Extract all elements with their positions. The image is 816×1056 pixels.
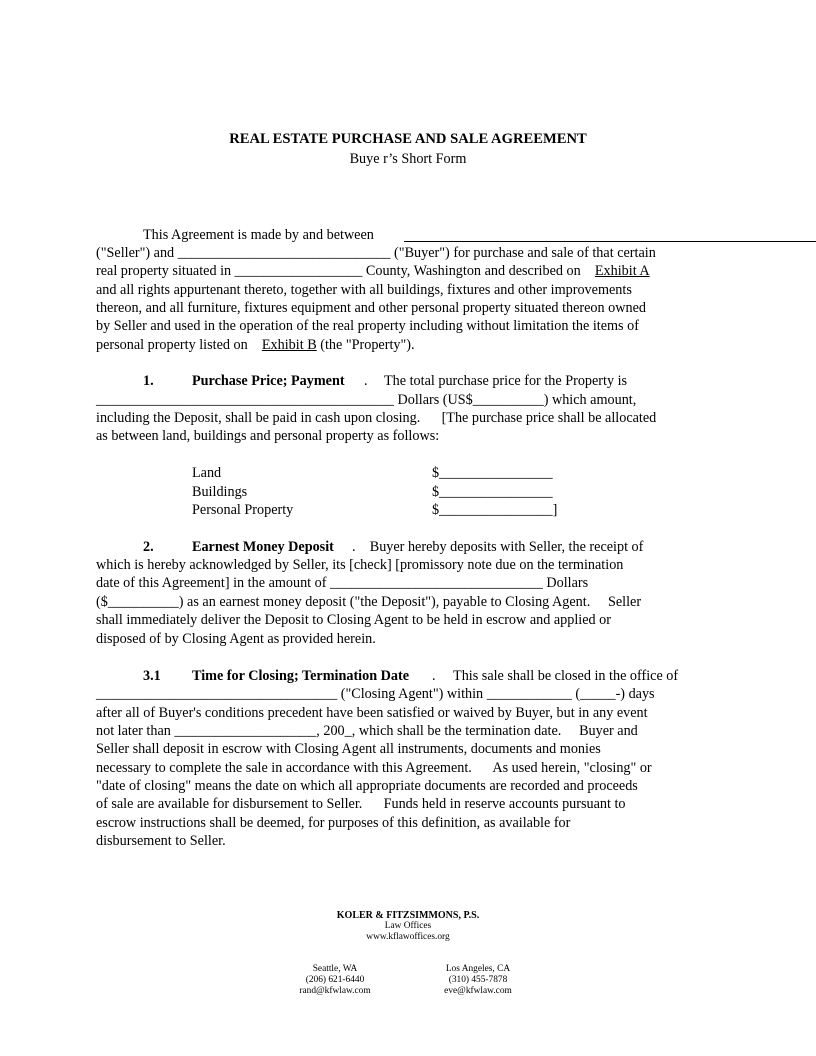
intro-line-7-text: personal property listed on xyxy=(96,337,248,353)
letterhead-footer xyxy=(0,910,816,943)
section-2-line-6: disposed of by Closing Agent as provided herein. xyxy=(96,631,376,647)
section-2-line-3: date of this Agreement] in the amount of ______________________________ Dollars xyxy=(96,575,589,591)
document-subtitle: Buye r’s Short Form xyxy=(349,151,467,167)
seller-name-blank xyxy=(404,241,816,242)
intro-line-1: This Agreement is made by and between xyxy=(143,227,374,243)
section-2-line-4: ($__________) as an earnest money deposit ("the Deposit"), payable to Closing Agent. Seller xyxy=(96,594,642,610)
section-3-line-8: of sale are available for disbursement to Seller. Funds held in reserve accounts pursuant to xyxy=(96,796,626,812)
allocation-value-buildings: $________________ xyxy=(432,484,553,500)
section-1-heading: Purchase Price; Payment xyxy=(192,373,345,389)
section-2-line-1: . Buyer hereby deposits with Seller, the receipt of xyxy=(352,539,644,555)
office-city: Los Angeles, CA xyxy=(445,964,511,974)
section-1-line-3: including the Deposit, shall be paid in cash upon closing. [The purchase price shall be allocated xyxy=(96,410,657,426)
section-3-line-6: necessary to complete the sale in accordance with this Agreement. As used herein, "closing" or xyxy=(96,760,652,776)
section-2-number: 2. xyxy=(143,539,154,555)
section-2-line-5: shall immediately deliver the Deposit to Closing Agent to be held in escrow and applied or xyxy=(96,612,611,628)
intro-line-6: by Seller and used in the operation of the real property including without limitation the items of xyxy=(96,318,639,334)
section-1-heading-period: . xyxy=(364,373,368,389)
office-los-angeles xyxy=(393,964,563,997)
office-city: Seattle, WA xyxy=(312,964,358,974)
office-phone: (206) 621-6440 xyxy=(305,975,365,985)
intro-line-2: ("Seller") and ______________________________ ("Buyer") for purchase and sale of that certain xyxy=(96,245,656,261)
section-3-heading: Time for Closing; Termination Date xyxy=(192,668,410,684)
section-3-number: 3.1 xyxy=(143,668,161,684)
section-3-line-4: not later than ____________________, 200_, which shall be the termination date. Buyer and xyxy=(96,723,638,739)
section-1-number: 1. xyxy=(143,373,154,389)
section-2-line-2: which is hereby acknowledged by Seller, its [check] [promissory note due on the termination xyxy=(96,557,624,573)
intro-line-7 xyxy=(96,336,415,354)
allocation-value-land: $________________ xyxy=(432,465,553,481)
firm-subtitle: Law Offices xyxy=(384,921,432,931)
intro-line-3 xyxy=(96,262,650,280)
intro-line-4: and all rights appurtenant thereto, together with all buildings, fixtures and other improvements xyxy=(96,282,632,298)
section-1-line-4: as between land, buildings and personal property as follows: xyxy=(96,428,440,444)
section-1-line-2: __________________________________________ Dollars (US$__________) which amount, xyxy=(96,392,637,408)
allocation-value-personal-property: $________________] xyxy=(432,502,558,518)
office-email[interactable]: rand@kfwlaw.com xyxy=(299,986,371,996)
exhibit-a-link[interactable]: Exhibit A xyxy=(594,263,650,279)
office-email[interactable]: eve@kfwlaw.com xyxy=(444,986,512,996)
document-title: REAL ESTATE PURCHASE AND SALE AGREEMENT xyxy=(229,131,587,147)
exhibit-b-link[interactable]: Exhibit B xyxy=(261,337,317,353)
intro-line-5: thereon, and all furniture, fixtures equipment and other personal property situated thereon owned xyxy=(96,300,646,316)
section-2-heading: Earnest Money Deposit xyxy=(192,539,334,555)
allocation-label-personal-property: Personal Property xyxy=(192,502,294,518)
section-3-line-10: disbursement to Seller. xyxy=(96,833,226,849)
intro-line-7-tail: (the "Property"). xyxy=(320,337,415,353)
section-3-line-3: after all of Buyer's conditions precedent have been satisfied or waived by Buyer, but in any event xyxy=(96,705,648,721)
section-1-line-1: The total purchase price for the Property is xyxy=(384,373,628,389)
intro-line-3-text: real property situated in __________________ County, Washington and described on xyxy=(96,263,581,279)
firm-name: KOLER & FITZSIMMONS, P.S. xyxy=(336,910,480,921)
section-3-line-2: __________________________________ ("Closing Agent") within ____________ (_____-) days xyxy=(96,686,655,702)
section-3-line-1: . This sale shall be closed in the office of xyxy=(432,668,679,684)
allocation-label-buildings: Buildings xyxy=(192,484,248,500)
office-phone: (310) 455-7878 xyxy=(448,975,508,985)
allocation-label-land: Land xyxy=(192,465,222,481)
firm-website[interactable]: www.kflawoffices.org xyxy=(366,932,450,942)
section-3-line-5: Seller shall deposit in escrow with Closing Agent all instruments, documents and monies xyxy=(96,741,601,757)
section-3-line-7: "date of closing" means the date on which all appropriate documents are recorded and proceeds xyxy=(96,778,638,794)
section-3-line-9: escrow instructions shall be deemed, for purposes of this definition, as available for xyxy=(96,815,571,831)
